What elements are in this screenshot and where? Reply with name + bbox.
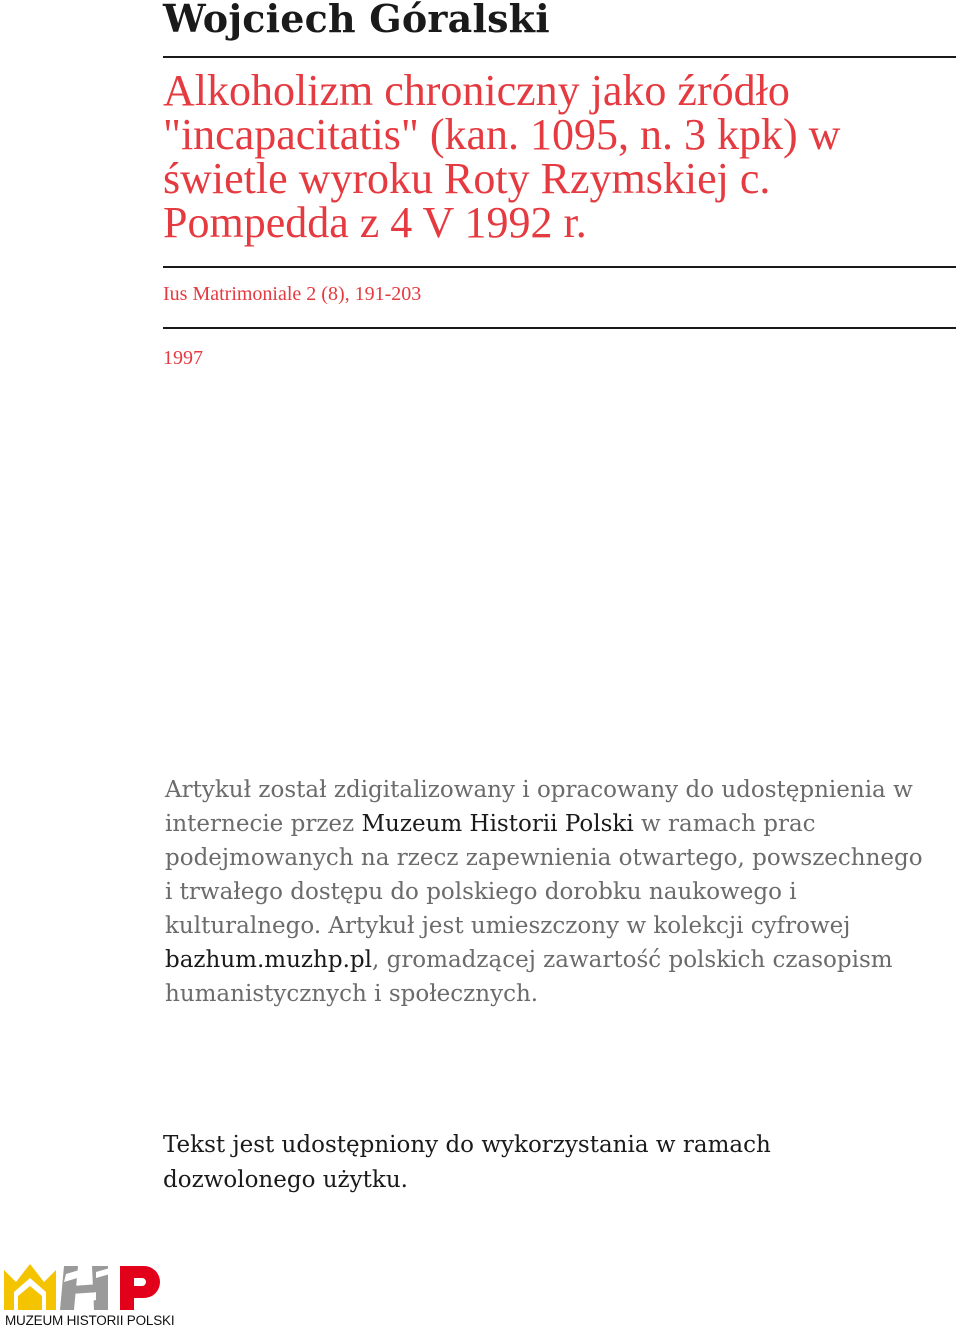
publication-year: 1997 xyxy=(163,347,203,369)
notice-text-1: Artykuł został zdigitalizowany i opracowany do udostępnienia w internecie przez xyxy=(165,777,913,837)
divider-top xyxy=(163,56,956,58)
bazhum-link[interactable]: bazhum.muzhp.pl xyxy=(165,947,372,973)
divider-bottom xyxy=(163,327,956,329)
notice-text-3: , gromadzącej zawartość polskich czasopism humanistycznych i społecznych. xyxy=(165,947,893,1007)
museum-logo xyxy=(4,1262,175,1328)
license-notice: Tekst jest udostępniony do wykorzystania w ramach dozwolonego użytku. xyxy=(163,1132,771,1193)
journal-source: Ius Matrimoniale 2 (8), 191-203 xyxy=(163,283,422,305)
article-title: Alkoholizm chroniczny jako źródło "incapacitatis" (kan. 1095, n. 3 kpk) w świetle wyroku Roty Rzymskiej c. Pompedda z 4 V 1992 r. xyxy=(163,66,841,247)
digitization-notice xyxy=(165,773,925,1011)
notice-text-2: w ramach prac podejmowanych na rzecz zapewnienia otwartego, powszechnego i trwałego dostępu do polskiego dorobku naukowego i kulturalnego. Artykuł jest umieszczony w kolekcji cyfrowej xyxy=(165,811,923,939)
museum-logo-icon xyxy=(4,1262,164,1312)
divider-middle xyxy=(163,266,956,268)
author-name: Wojciech Góralski xyxy=(163,0,550,41)
museum-logo-text: MUZEUM HISTORII POLSKI xyxy=(5,1313,175,1328)
museum-link[interactable]: Muzeum Historii Polski xyxy=(361,811,634,837)
